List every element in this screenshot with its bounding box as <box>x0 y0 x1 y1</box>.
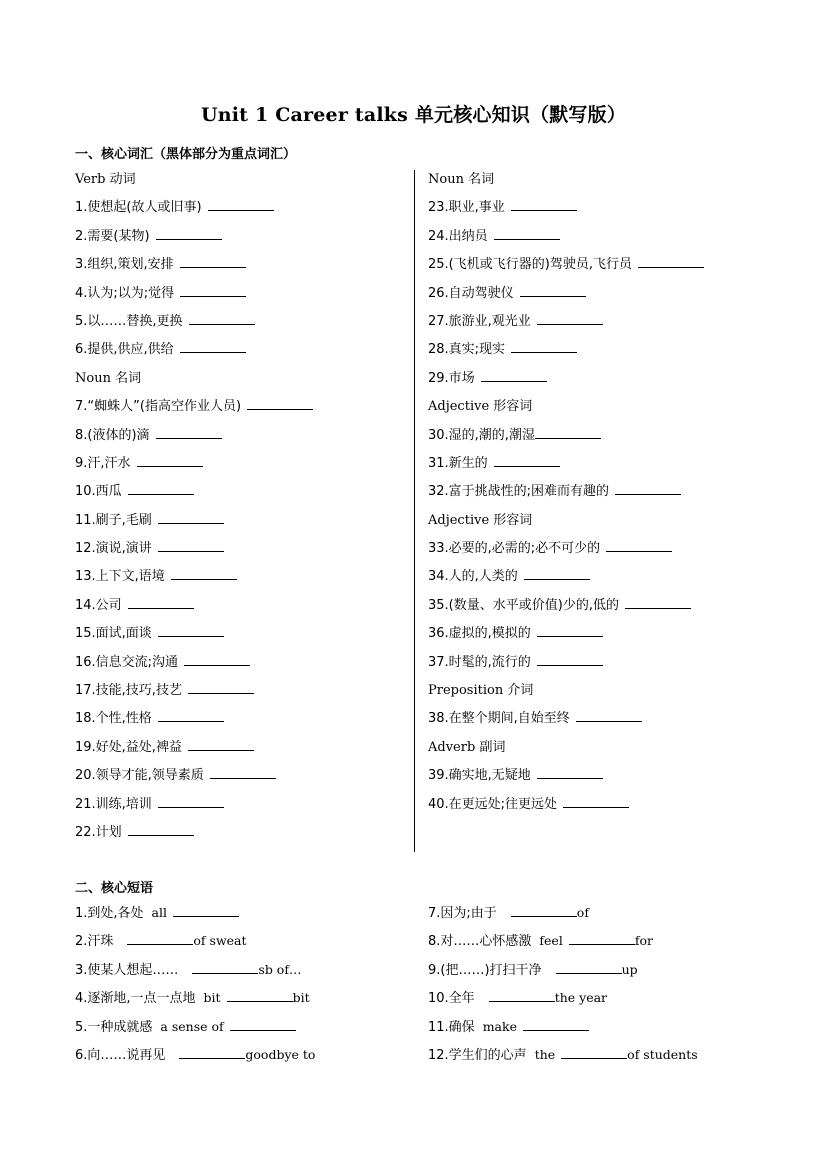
vocab-prompt: 22.计划 <box>75 824 122 840</box>
answer-blank[interactable] <box>523 1016 589 1031</box>
category-zh: 名词 <box>115 370 142 386</box>
answer-blank[interactable] <box>208 196 274 211</box>
vocab-prompt: 9.汗,汗水 <box>75 455 131 471</box>
section-heading-vocabulary: 一、核心词汇（黑体部分为重点词汇） <box>75 147 297 162</box>
page-title: Unit 1 Career talks 单元核心知识（默写版） <box>200 104 627 126</box>
vocab-prompt: 23.职业,事业 <box>428 200 505 216</box>
vocab-prompt: 32.富于挑战性的;困难而有趣的 <box>428 484 610 500</box>
answer-blank[interactable] <box>227 987 293 1002</box>
phrase-prompt: 10.全年 <box>428 991 475 1007</box>
phrase-prefix: a sense of <box>160 1018 224 1034</box>
answer-blank[interactable] <box>128 480 194 495</box>
vocab-prompt: 20.领导才能,领导素质 <box>75 768 204 784</box>
answer-blank[interactable] <box>188 679 254 694</box>
vocab-item <box>428 365 758 393</box>
phrase-prompt: 9.(把……)打扫干净 <box>428 962 542 978</box>
vocab-item <box>428 251 758 279</box>
vocab-item <box>428 308 758 336</box>
vocab-item <box>428 592 758 620</box>
vocab-item <box>428 336 758 364</box>
category-zh: 形容词 <box>493 399 533 415</box>
phrase-prompt: 8.对……心怀感激 <box>428 934 532 950</box>
vocab-prompt: 7.“蜘蛛人”(指高空作业人员) <box>75 399 242 415</box>
category-label <box>428 393 758 421</box>
phrase-prefix: all <box>151 905 167 920</box>
phrase-item <box>428 1013 758 1041</box>
vocab-prompt: 17.技能,技巧,技艺 <box>75 683 182 699</box>
answer-blank[interactable] <box>556 959 622 974</box>
vocab-prompt: 11.刷子,毛刷 <box>75 512 152 528</box>
phrase-item <box>428 927 758 955</box>
answer-blank[interactable] <box>247 395 313 410</box>
answer-blank[interactable] <box>638 253 704 268</box>
answer-blank[interactable] <box>156 424 222 439</box>
phrase-item <box>75 984 405 1012</box>
phrase-item <box>75 927 405 955</box>
answer-blank[interactable] <box>576 707 642 722</box>
phrase-prompt: 4.逐渐地,一点一点地 <box>75 991 196 1007</box>
phrase-prompt: 6.向……说再见 <box>75 1047 166 1063</box>
vocab-prompt: 5.以……替换,更换 <box>75 313 183 329</box>
answer-blank[interactable] <box>180 338 246 353</box>
vocab-item <box>428 422 758 450</box>
answer-blank[interactable] <box>180 253 246 268</box>
category-zh: 介词 <box>507 683 534 699</box>
vocab-item <box>75 507 405 535</box>
vocab-item <box>75 280 405 308</box>
phrase-item <box>428 899 758 927</box>
phrase-item <box>75 956 405 984</box>
answer-blank[interactable] <box>184 651 250 666</box>
vocab-prompt: 3.组织,策划,安排 <box>75 257 174 273</box>
vocab-prompt: 38.在整个期间,自始至终 <box>428 711 570 727</box>
answer-blank[interactable] <box>158 622 224 637</box>
vocab-prompt: 28.真实;现实 <box>428 342 506 358</box>
vocab-prompt: 29.市场 <box>428 370 475 386</box>
category-label <box>428 507 758 535</box>
vocab-prompt: 8.(液体的)滴 <box>75 427 150 443</box>
phrase-prefix: bit <box>203 990 221 1006</box>
answer-blank[interactable] <box>158 537 224 552</box>
vocab-item <box>428 762 758 790</box>
answer-blank[interactable] <box>137 452 203 467</box>
phrase-prompt: 5.一种成就感 <box>75 1019 153 1035</box>
answer-blank[interactable] <box>520 282 586 297</box>
phrase-prompt: 2.汗珠 <box>75 934 114 950</box>
answer-blank[interactable] <box>489 987 555 1002</box>
vocab-item <box>75 791 405 819</box>
section-heading-phrases: 二、核心短语 <box>75 881 154 896</box>
phrase-suffix: bit <box>292 990 310 1006</box>
phrase-prefix: make <box>482 1018 517 1034</box>
answer-blank[interactable] <box>535 424 601 439</box>
vocab-item <box>75 705 405 733</box>
vocab-item <box>428 194 758 222</box>
answer-blank[interactable] <box>189 310 255 325</box>
phrase-suffix: goodbye to <box>245 1046 316 1062</box>
vocab-item <box>75 422 405 450</box>
phrase-prompt: 1.到处,各处 <box>75 906 144 921</box>
answer-blank[interactable] <box>537 764 603 779</box>
category-label <box>428 677 758 705</box>
phrase-item <box>75 899 405 927</box>
answer-blank[interactable] <box>180 282 246 297</box>
vocab-item <box>428 791 758 819</box>
answer-blank[interactable] <box>537 651 603 666</box>
answer-blank[interactable] <box>210 764 276 779</box>
vocab-prompt: 12.演说,演讲 <box>75 541 152 557</box>
vocab-prompt: 27.旅游业,观光业 <box>428 313 531 329</box>
answer-blank[interactable] <box>192 959 258 974</box>
vocab-item <box>75 450 405 478</box>
vocab-right-column <box>428 166 758 819</box>
phrase-suffix: of students <box>627 1046 698 1062</box>
vocab-item <box>75 251 405 279</box>
category-zh: 动词 <box>109 172 136 187</box>
category-en: Noun <box>75 370 111 386</box>
phrase-prefix: feel <box>539 933 563 949</box>
answer-blank[interactable] <box>171 565 237 580</box>
answer-blank[interactable] <box>158 707 224 722</box>
phrase-prompt: 11.确保 <box>428 1019 475 1035</box>
answer-blank[interactable] <box>481 367 547 382</box>
vocab-item <box>75 336 405 364</box>
category-en: Adjective <box>428 399 490 415</box>
vocab-prompt: 40.在更远处;往更远处 <box>428 796 558 812</box>
vocab-item <box>75 563 405 591</box>
vocab-item <box>75 308 405 336</box>
answer-blank[interactable] <box>158 793 224 808</box>
vocab-prompt: 2.需要(某物) <box>75 228 150 244</box>
category-en: Adverb <box>428 739 476 755</box>
vocab-item <box>75 677 405 705</box>
category-en: Verb <box>75 172 106 187</box>
vocab-prompt: 30.湿的,潮的,潮湿 <box>428 427 535 443</box>
answer-blank[interactable] <box>524 565 590 580</box>
phrase-prompt: 12.学生们的心声 <box>428 1047 527 1063</box>
answer-blank[interactable] <box>173 902 239 917</box>
answer-blank[interactable] <box>511 902 577 917</box>
vocab-prompt: 16.信息交流;沟通 <box>75 654 179 670</box>
vocab-item <box>75 393 405 421</box>
answer-blank[interactable] <box>615 480 681 495</box>
category-label <box>75 365 405 393</box>
vocab-prompt: 10.西瓜 <box>75 484 122 500</box>
vocab-item <box>75 649 405 677</box>
category-en: Preposition <box>428 683 504 699</box>
vocab-prompt: 26.自动驾驶仪 <box>428 285 514 301</box>
category-label <box>428 166 758 194</box>
answer-blank[interactable] <box>625 594 691 609</box>
vocab-prompt: 21.训练,培训 <box>75 796 152 812</box>
answer-blank[interactable] <box>569 930 635 945</box>
vocab-item <box>428 280 758 308</box>
phrase-suffix: sb of… <box>258 961 302 977</box>
phrase-item <box>428 984 758 1012</box>
phrase-prompt: 7.因为;由于 <box>428 906 497 921</box>
vocab-item <box>75 223 405 251</box>
vocab-prompt: 34.人的,人类的 <box>428 569 518 585</box>
vocab-item <box>428 563 758 591</box>
vocab-prompt: 33.必要的,必需的;必不可少的 <box>428 541 601 557</box>
phrase-item <box>428 1041 758 1069</box>
phrases-right-column <box>428 899 758 1069</box>
vocab-prompt: 25.(飞机或飞行器的)驾驶员,飞行员 <box>428 257 632 273</box>
phrase-suffix: of <box>576 905 589 920</box>
category-zh: 名词 <box>468 172 495 187</box>
phrase-suffix: up <box>621 961 638 977</box>
answer-blank[interactable] <box>511 338 577 353</box>
answer-blank[interactable] <box>563 793 629 808</box>
answer-blank[interactable] <box>537 622 603 637</box>
answer-blank[interactable] <box>127 930 193 945</box>
vocab-item <box>428 450 758 478</box>
vocab-left-column <box>75 166 405 847</box>
vocab-prompt: 36.虚拟的,模拟的 <box>428 626 531 642</box>
vocab-item <box>428 535 758 563</box>
category-label <box>428 734 758 762</box>
vocab-prompt: 24.出纳员 <box>428 228 488 244</box>
category-label <box>75 166 405 194</box>
vocab-prompt: 19.好处,益处,裨益 <box>75 739 182 755</box>
column-divider <box>414 170 415 852</box>
answer-blank[interactable] <box>179 1044 245 1059</box>
vocab-item <box>428 620 758 648</box>
answer-blank[interactable] <box>188 736 254 751</box>
answer-blank[interactable] <box>537 310 603 325</box>
vocab-prompt: 15.面试,面谈 <box>75 626 152 642</box>
vocab-prompt: 18.个性,性格 <box>75 711 152 727</box>
answer-blank[interactable] <box>128 821 194 836</box>
category-zh: 副词 <box>479 739 506 755</box>
vocab-item <box>428 223 758 251</box>
phrase-item <box>75 1013 405 1041</box>
answer-blank[interactable] <box>606 537 672 552</box>
vocab-prompt: 14.公司 <box>75 597 122 613</box>
vocab-item <box>75 734 405 762</box>
phrase-suffix: of sweat <box>193 933 247 949</box>
phrases-left-column <box>75 899 405 1069</box>
vocab-prompt: 6.提供,供应,供给 <box>75 342 174 358</box>
vocab-prompt: 37.时髦的,流行的 <box>428 654 531 670</box>
answer-blank[interactable] <box>494 452 560 467</box>
vocab-item <box>75 478 405 506</box>
vocab-item <box>75 592 405 620</box>
vocab-item <box>75 194 405 222</box>
phrase-item <box>428 956 758 984</box>
phrase-item <box>75 1041 405 1069</box>
vocab-item <box>428 649 758 677</box>
vocab-prompt: 13.上下文,语境 <box>75 569 165 585</box>
vocab-item <box>75 762 405 790</box>
answer-blank[interactable] <box>128 594 194 609</box>
vocab-prompt: 31.新生的 <box>428 455 488 471</box>
vocab-item <box>75 535 405 563</box>
vocab-item <box>428 705 758 733</box>
vocab-prompt: 39.确实地,无疑地 <box>428 768 531 784</box>
answer-blank[interactable] <box>158 509 224 524</box>
answer-blank[interactable] <box>561 1044 627 1059</box>
category-en: Adjective <box>428 512 490 528</box>
phrase-suffix: for <box>634 933 653 949</box>
vocab-item <box>428 478 758 506</box>
vocab-prompt: 35.(数量、水平或价值)少的,低的 <box>428 597 619 613</box>
answer-blank[interactable] <box>511 196 577 211</box>
vocab-prompt: 1.使想起(故人或旧事) <box>75 200 202 216</box>
answer-blank[interactable] <box>494 225 560 240</box>
answer-blank[interactable] <box>230 1016 296 1031</box>
category-en: Noun <box>428 172 464 187</box>
phrase-suffix: the year <box>554 990 608 1006</box>
category-zh: 形容词 <box>493 512 533 528</box>
phrase-prefix: the <box>534 1046 556 1062</box>
vocab-prompt: 4.认为;以为;觉得 <box>75 285 175 301</box>
phrase-prompt: 3.使某人想起…… <box>75 962 179 978</box>
vocab-item <box>75 819 405 847</box>
vocab-item <box>75 620 405 648</box>
answer-blank[interactable] <box>156 225 222 240</box>
